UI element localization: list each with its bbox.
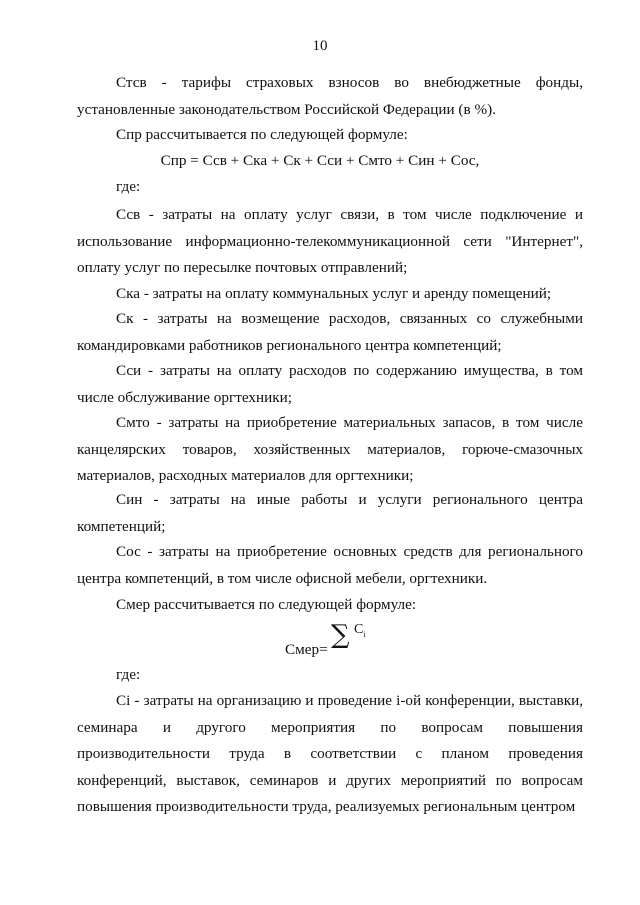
paragraph-smer-intro: Смер рассчитывается по следующей формуле: — [116, 596, 417, 613]
formula-smer-lhs: Смер= — [285, 641, 328, 658]
paragraph-where-2: где: — [116, 666, 141, 683]
paragraph-where-1: где: — [116, 178, 141, 195]
paragraph-smto-definition: Смто - затраты на приобретение материальных запасов, в том числе канцелярских товаров, хозяйственных материалов, горюче-смазочных материалов, расходных материалов для оргтехники; — [77, 414, 583, 484]
paragraph-ssv-definition: Ссв - затраты на оплату услуг связи, в том числе подключение и использование информационно-телекоммуникационной сети "Интернет", оплату услуг по пересылке почтовых отправлений; — [77, 206, 583, 276]
sigma-symbol: ∑ — [331, 620, 350, 650]
formula-spr: Спр = Ссв + Ска + Ск + Сси + Смто + Син + Сос, — [160, 152, 480, 169]
paragraph-ci-definition: Ci - затраты на организацию и проведение i-ой конференции, выставки, семинара и другого мероприятия по вопросам повышения производительности труда в соответствии с планом проведения конференций, выставок, семинаров и других мероприятий по вопросам повышения производительности труда, реализуемых региональным центром — [77, 692, 583, 815]
paragraph-ssi-definition: Сси - затраты на оплату расходов по содержанию имущества, в том числе обслуживание оргтехники; — [77, 362, 583, 406]
paragraph-ska-definition: Ска - затраты на оплату коммунальных услуг и аренду помещений; — [116, 285, 552, 302]
formula-smer-term: $C_i$ — [354, 622, 366, 639]
page-number: 10 — [312, 38, 328, 54]
paragraph-sin-definition: Син - затраты на иные работы и услуги регионального центра компетенций; — [77, 491, 583, 535]
paragraph-stsv-definition: Стсв - тарифы страховых взносов во внебюджетные фонды, установленные законодательством Российской Федерации (в %). — [77, 74, 583, 118]
paragraph-sos-definition: Сос - затраты на приобретение основных средств для регионального центра компетенций, в том числе офисной мебели, оргтехники. — [77, 543, 583, 587]
paragraph-spr-intro: Спр рассчитывается по следующей формуле: — [116, 126, 408, 143]
paragraph-sk-definition: Ск - затраты на возмещение расходов, связанных со служебными командировками работников регионального центра компетенций; — [77, 310, 583, 354]
